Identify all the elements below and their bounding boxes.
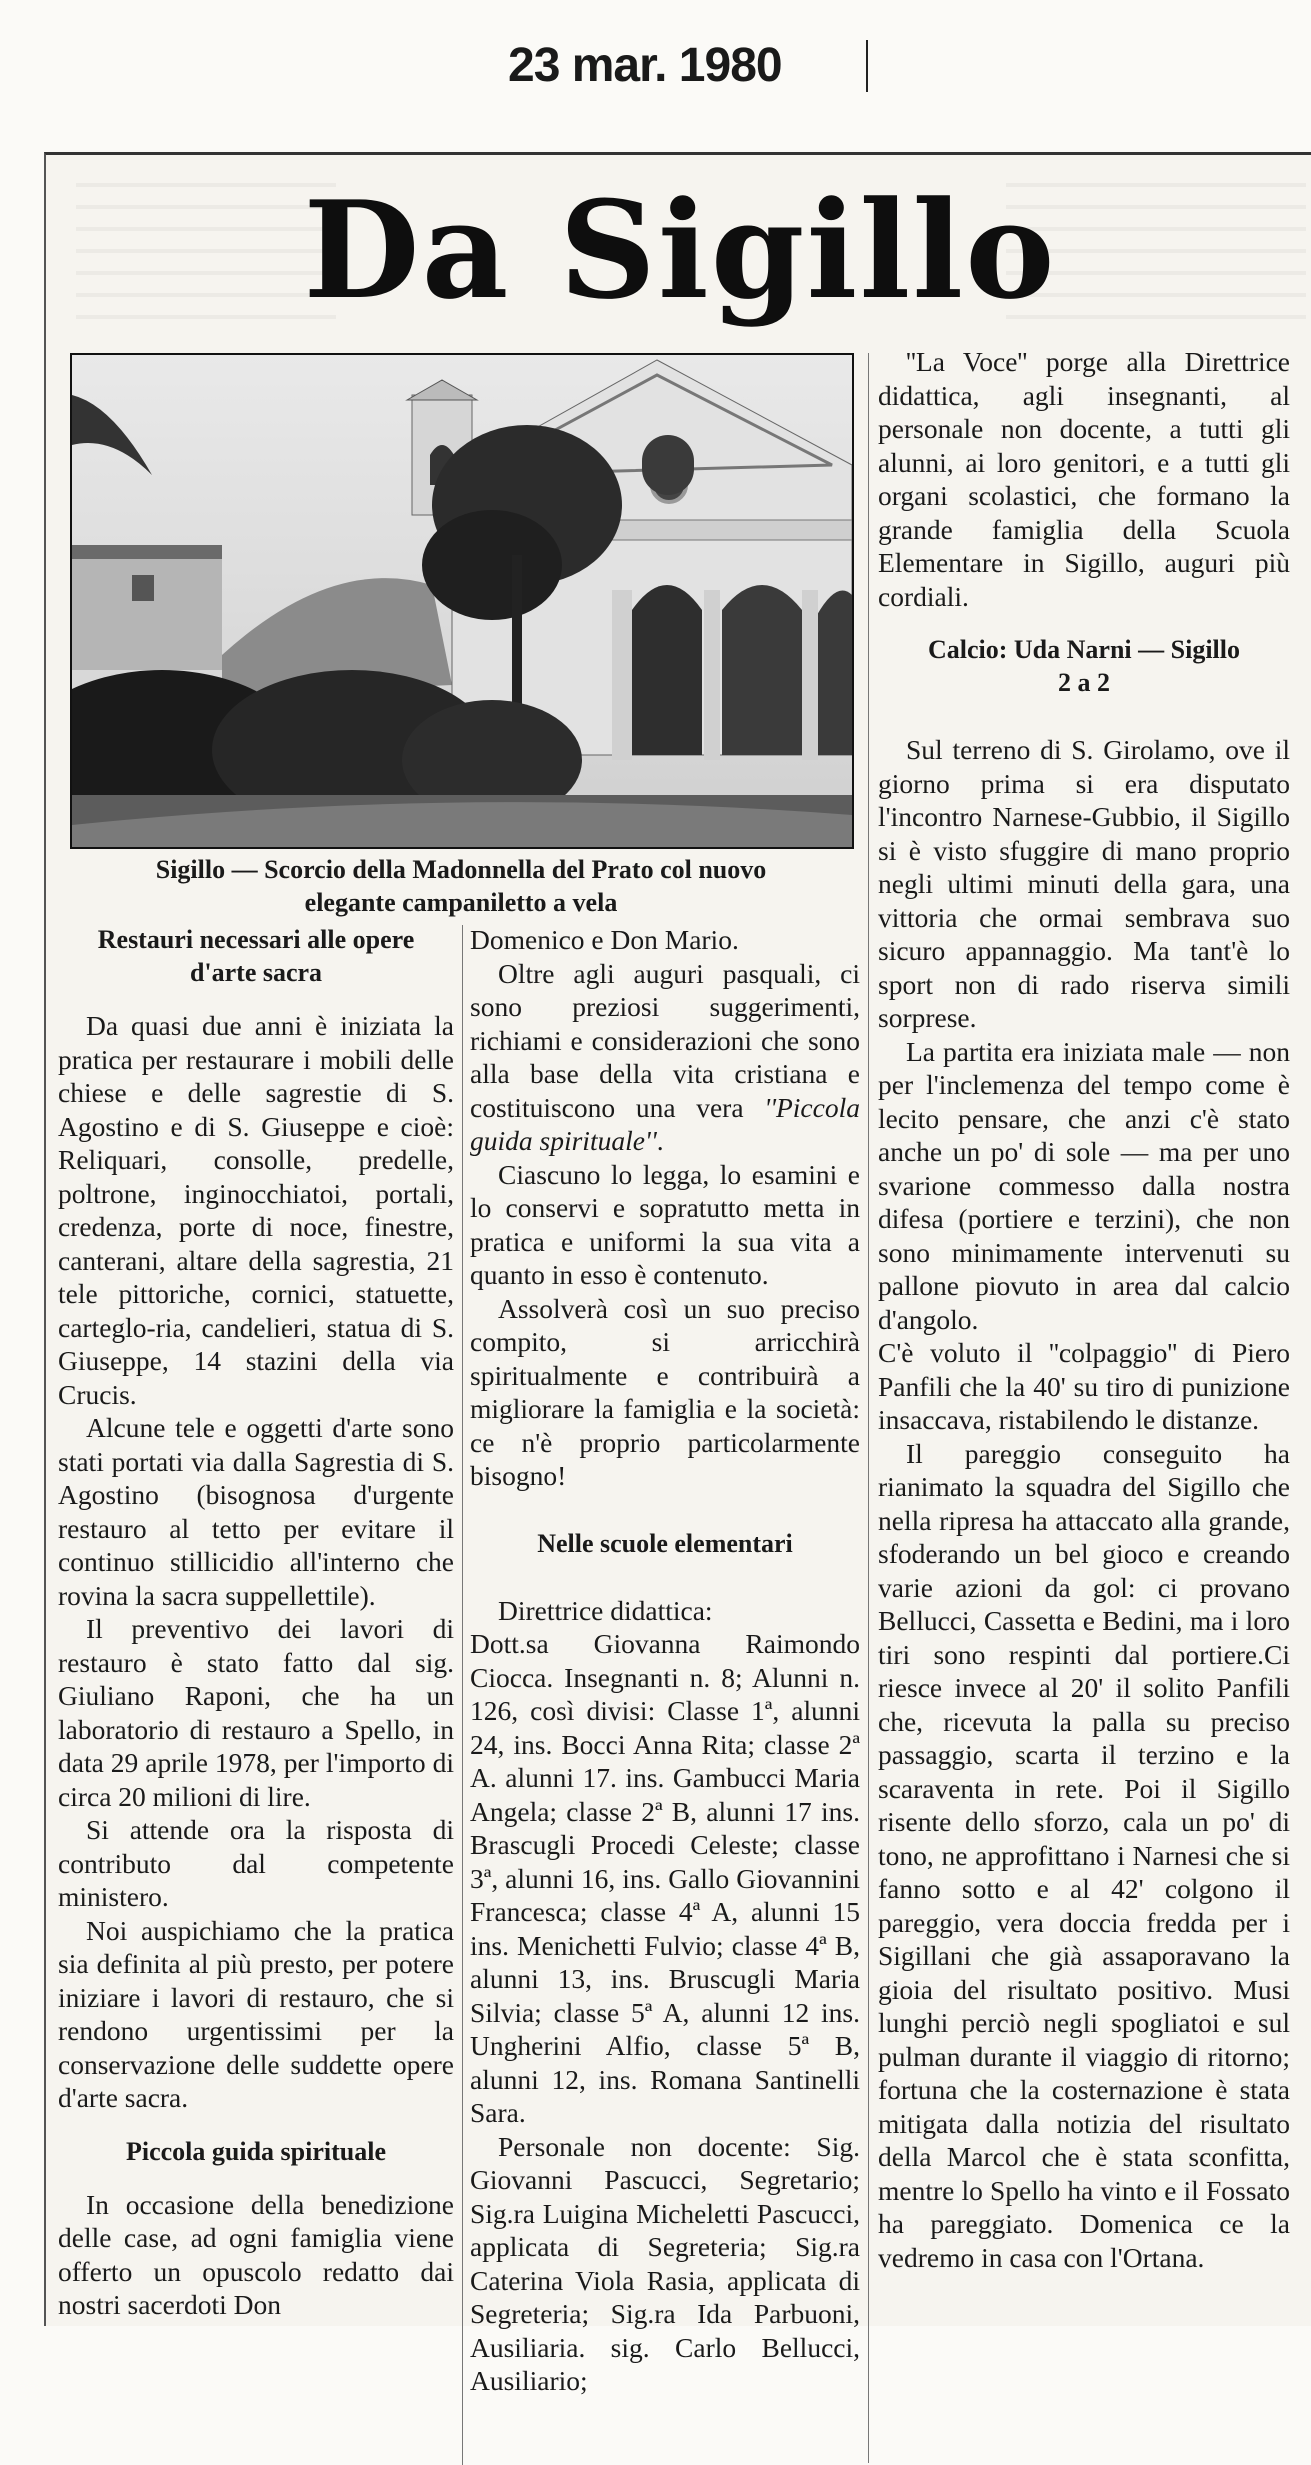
church-photo [70, 353, 854, 849]
paragraph: Sul terreno di S. Girolamo, ove il giorno prima si era disputato l'incontro Narnese-Gubbio, il Sigillo si è visto sfuggire di mano proprio negli ultimi minuti della gara, una vittoria che ormai sembrava suo sicuro appannaggio. Ma tant'è lo sport non di rado riserva simili sorprese. [878, 734, 1290, 1033]
paragraph: Ciascuno lo legga, lo esamini e lo conservi e sopratutto metta in pratica e uniformi la sua vita a quanto in esso è contenuto. [470, 1158, 860, 1290]
heading-calcio: Calcio: Uda Narni — Sigillo 2 a 2 [927, 635, 1240, 697]
date-stamp: 23 mar. 1980 [398, 40, 868, 92]
church-photo-illustration [72, 355, 852, 847]
paragraph: ''La Voce'' porge alla Direttrice didattica, agli insegnanti, al personale non docente, a tutti gli alunni, ai loro genitori, e a tutti gli organi scolastici, che formano la grande famiglia della Scuola Elementare in Sigillo, auguri più cordiali. [878, 346, 1290, 612]
paragraph: Assolverà così un suo preciso compito, si arricchirà spiritualmente e contribuirà a migliorare la famiglia e la società: ce n'è proprio particolarmente bisogno! [470, 1292, 860, 1491]
paragraph: Personale non docente: Sig. Giovanni Pascucci, Segretario; Sig.ra Luigina Micheletti Pascucci, applicata di Segreteria; Sig.ra Caterina Viola Rasia, applicata di Segreteria; Sig.ra Ida Parbuoni, Ausiliaria. sig. Carlo Bellucci, Ausiliario; [470, 2130, 860, 2396]
paragraph: Si attende ora la risposta di contributo dal competente ministero. [58, 1814, 454, 1912]
paragraph: C'è voluto il ''colpaggio'' di Piero Panfili che la 40' su tiro di punizione insaccava, ristabilendo le distanze. [878, 1337, 1290, 1435]
column-divider [868, 353, 869, 2463]
heading-restauri: Restauri necessari alle opere d'arte sacra [97, 925, 415, 987]
heading-scuole: Nelle scuole elementari [537, 1528, 793, 1558]
paragraph: Direttrice didattica: [498, 1594, 713, 1626]
italic-title: ''Piccola guida spirituale'' [470, 1091, 860, 1156]
newspaper-clipping [44, 152, 1311, 2396]
paragraph: Oltre agli auguri pasquali, ci sono preziosi suggerimenti, richiami e considerazioni che sono alla base della vita cristiana e costituiscono una vera ''Piccola guida spirituale''. [470, 957, 860, 1156]
caption-line-2: elegante campaniletto a vela [304, 888, 618, 917]
column-divider [462, 925, 463, 2465]
heading-piccola-guida: Piccola guida spirituale [126, 2136, 386, 2166]
masthead-title: Da Sigillo [303, 171, 1057, 329]
column-1 [58, 923, 454, 2322]
paragraph: Il pareggio conseguito ha rianimato la squadra del Sigillo che nella ripresa ha attaccato alla grande, sfoderando un bel gioco e creando varie azioni da gol: ci provano Bellucci, Cassetta e Bedini, ma i loro tiri sono respinti dal portiere.Ci riesce invece al 20' il solito Panfili che, ricevuta la palla su preciso passaggio, scarta il terzino e la scaraventa in rete. Poi il Sigillo risente dello sforzo, cala un po' di tono, ne approfittano i Narnesi che si fanno sotto e al 42' colgono il pareggio, vera doccia fredda per i Sigillani che già assaporavano la gioia del risultato positivo. Musi lunghi perciò negli spogliatoi e sul pulman durante il viaggio di ritorno; fortuna che la costernazione è stata mitigata dalla notizia del risultato della Marcol che è stata sconfitta, mentre lo Spello ha vinto e il Fossato ha pareggiato. Domenica ce la vedremo in casa con l'Ortana. [878, 1437, 1290, 2273]
paragraph: Il preventivo dei lavori di restauro è stato fatto dal sig. Giuliano Raponi, che ha un laboratorio di restauro a Spello, in data 29 aprile 1978, per l'importo di circa 20 milioni di lire. [58, 1613, 454, 1812]
column-2 [470, 923, 860, 2398]
paragraph: Noi auspichiamo che la pratica sia definita al più presto, per potere iniziare i lavori di restauro, che si rendono urgentissimi per la conservazione delle suddette opere d'arte sacra. [58, 1914, 454, 2113]
column-3 [878, 345, 1290, 2274]
photo-caption [70, 853, 852, 919]
paragraph: Domenico e Don Mario. [470, 924, 739, 955]
paragraph: La partita era iniziata male — non per l'inclemenza del tempo come è lecito pensare, che anzi c'è stato anche un po' di sole — ma per uno svarione commesso dalla nostra difesa (portiere e terzini), che non sono minimamente intervenuti su pallone piovuto in area dal calcio d'angolo. [878, 1035, 1290, 1335]
paragraph: Dott.sa Giovanna Raimondo Ciocca. Insegnanti n. 8; Alunni n. 126, così divisi: Classe 1ª, alunni 24, ins. Bocci Anna Rita; classe 2ª A. alunni 17. ins. Gambucci Maria Angela; classe 2ª B, alunni 17 ins. Brascugli Procedi Celeste; classe 3ª, alunni 16, ins. Gallo Giovannini Francesca; classe 4ª A, alunni 15 ins. Menichetti Fulvio; classe 4ª B, alunni 13, ins. Bruscugli Maria Silvia; classe 5ª A, alunni 12 ins. Ungherini Alfio, classe 5ª B, alunni 12, ins. Romana Santinelli Sara. [470, 1628, 860, 2128]
paragraph: Da quasi due anni è iniziata la pratica per restaurare i mobili delle chiese e delle sagrestie di S. Agostino e di S. Giuseppe e cioè: Reliquari, consolle, predelle, poltrone, inginocchiatoi, portali, credenza, porte di noce, finestre, canterani, altare della sagrestia, 21 tele pittoriche, cornici, statuette, carteglo-ria, candelieri, statua di S. Giuseppe, 14 stazini della via Crucis. [58, 1010, 454, 1410]
paragraph: Alcune tele e oggetti d'arte sono stati portati via dalla Sagrestia di S. Agostino (bisognosa d'urgente restauro al tetto per evitare il continuo stillicidio all'interno che rovina la sacra suppellettile). [58, 1412, 454, 1611]
caption-line-1: Sigillo — Scorcio della Madonnella del Prato col nuovo [155, 855, 767, 884]
paragraph: In occasione della benedizione delle case, ad ogni famiglia viene offerto un opuscolo redatto dai nostri sacerdoti Don [58, 2188, 454, 2320]
